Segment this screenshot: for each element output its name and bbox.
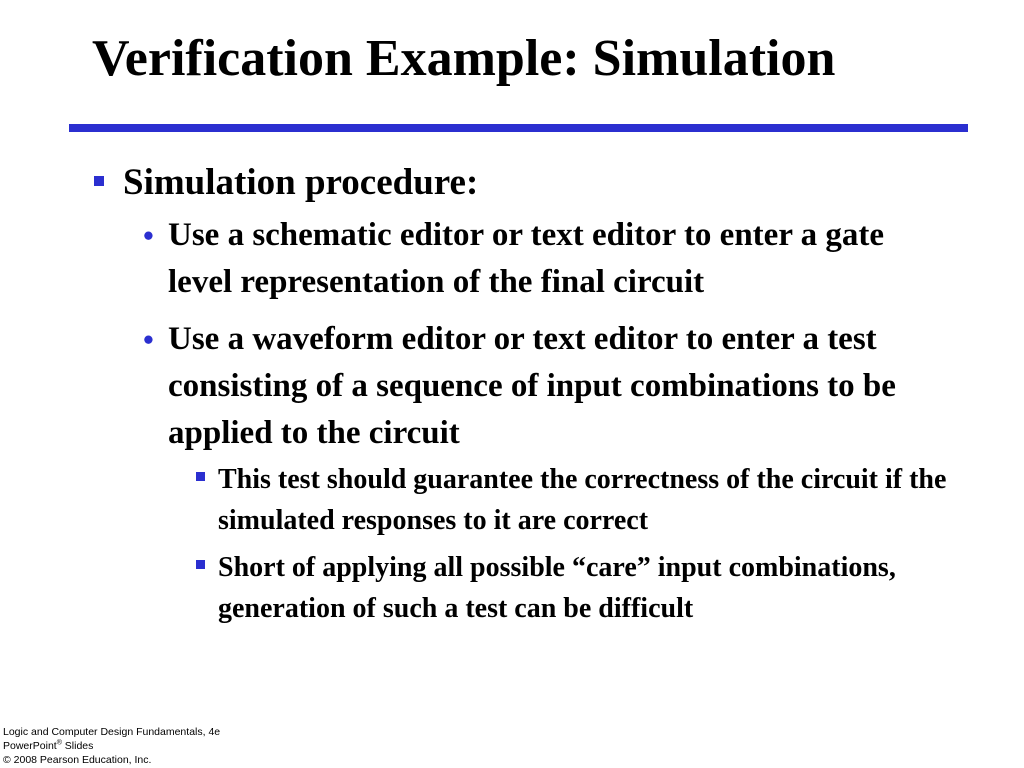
footer-slides-label — [3, 739, 220, 753]
slide-title: Verification Example: Simulation — [92, 30, 836, 87]
bullet-list — [92, 160, 952, 645]
bullet-level3-item — [187, 459, 958, 541]
bullet-level1-item — [92, 160, 952, 629]
bullet-level2-list — [137, 212, 952, 629]
dot-bullet-icon: • — [143, 322, 154, 357]
square-bullet-icon — [196, 560, 205, 569]
footer-credits — [3, 725, 220, 767]
bullet-level2-text: Use a waveform editor or text editor to enter a test consisting of a sequence of input combinations to be applied to the circuit — [168, 321, 896, 451]
footer-registered-mark: ® — [56, 739, 62, 747]
bullet-level2-item — [137, 316, 947, 629]
square-bullet-icon — [196, 472, 205, 481]
bullet-level3-list — [187, 459, 947, 629]
bullet-level2-item — [137, 212, 938, 306]
footer-powerpoint: PowerPoint — [3, 740, 57, 752]
bullet-level2-text: Use a schematic editor or text editor to enter a gate level representation of the final circuit — [168, 217, 885, 300]
footer-book-title: Logic and Computer Design Fundamentals, 4e — [3, 726, 221, 738]
title-divider — [69, 124, 968, 132]
footer-copyright: © 2008 Pearson Education, Inc. — [3, 754, 152, 766]
dot-bullet-icon: • — [143, 218, 154, 253]
footer-slides-word: Slides — [61, 740, 94, 752]
bullet-level1-text: Simulation procedure: — [123, 162, 479, 203]
bullet-level3-item — [187, 547, 958, 629]
bullet-level3-text: Short of applying all possible “care” input combinations, generation of such a test can be difficult — [218, 552, 896, 624]
bullet-level3-text: This test should guarantee the correctness of the circuit if the simulated responses to it are correct — [218, 464, 947, 536]
square-bullet-icon — [94, 176, 104, 186]
